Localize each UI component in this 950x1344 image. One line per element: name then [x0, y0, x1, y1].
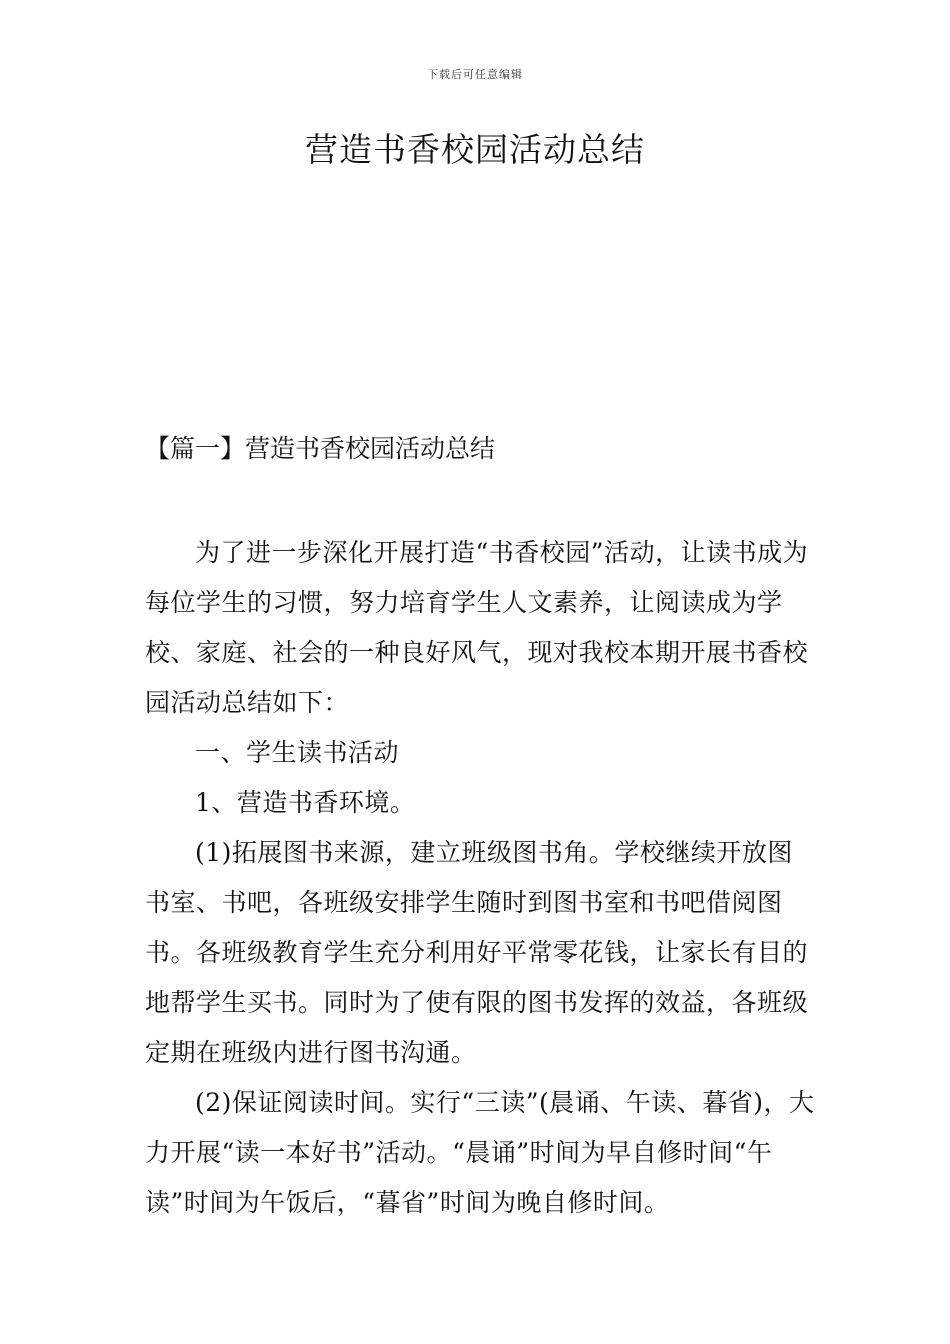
paragraph-book-sources: (1)拓展图书来源，建立班级图书角。学校继续开放图书室、书吧，各班级安排学生随时到图书室和书吧借阅图书。各班级教育学生充分利用好平常零花钱，让家长有目的地帮学生买书。同时为了使有限的图书发挥的效益，各班级定期在班级内进行图书沟通。	[145, 838, 809, 1067]
document-body	[145, 528, 815, 1228]
page-header-note: 下载后可任意编辑	[427, 68, 523, 81]
paragraph-reading-time: (2)保证阅读时间。实行“三读”(晨诵、午读、暮省)，大力开展“读一本好书”活动。“晨诵”时间为早自修时间“午读”时间为午饭后，“暮省”时间为晚自修时间。	[145, 1088, 815, 1217]
section-heading: 【篇一】营造书香校园活动总结	[145, 434, 496, 463]
paragraph-subheading-environment: 1、营造书香环境。	[195, 788, 416, 817]
paragraph-intro: 为了进一步深化开展打造“书香校园”活动，让读书成为每位学生的习惯，努力培育学生人文素养，让阅读成为学校、家庭、社会的一种良好风气，现对我校本期开展书香校园活动总结如下：	[145, 538, 809, 717]
paragraph-heading-student-reading: 一、学生读书活动	[195, 738, 400, 767]
document-title: 营造书香校园活动总结	[305, 130, 645, 169]
